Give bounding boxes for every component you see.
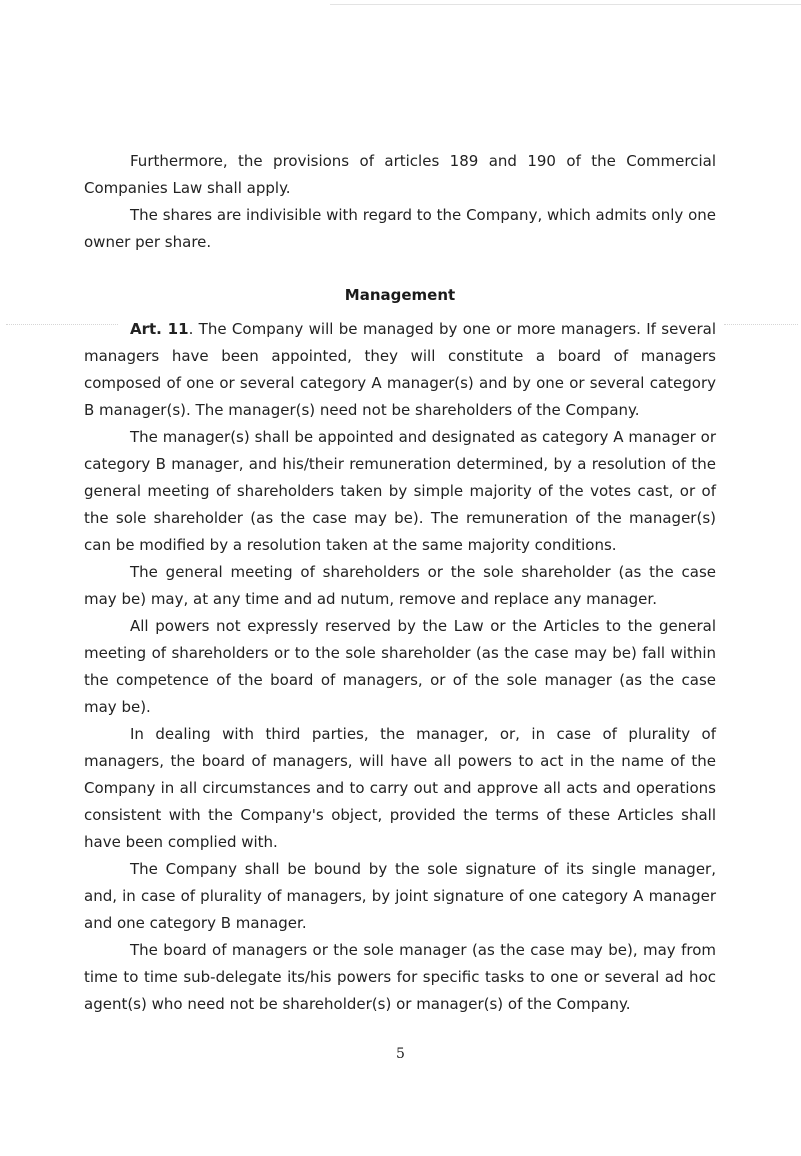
page-number: 5 <box>396 1046 405 1062</box>
article-label: Art. 11 <box>130 320 189 338</box>
paragraph-manager-appointment: The manager(s) shall be appointed and designated as category A manager or category B manager, and his/their remuneration determined, by a resolution of the general meeting of shareholders taken by simple majority of the votes cast, or of the sole shareholder (as the case may be). The remuneration of the manager(s) can be modified by a resolution taken at the same majority conditions. <box>84 428 716 554</box>
article-text: . The Company will be managed by one or more managers. If several managers have been appointed, they will constitute a board of managers composed of one or several category A manager(s) and by one or several category B manager(s). The manager(s) need not be shareholders of the Company. <box>84 320 716 419</box>
paragraph-shares-indivisible: The shares are indivisible with regard to the Company, which admits only one owner per share. <box>84 206 716 251</box>
paragraph-sub-delegation: The board of managers or the sole manager (as the case may be), may from time to time sub-delegate its/his powers for specific tasks to one or several ad hoc agent(s) who need not be shareholder(s) or manager(s) of the Company. <box>84 941 716 1013</box>
document-body <box>84 148 716 1018</box>
paragraph-board-powers: All powers not expressly reserved by the Law or the Articles to the general meeting of shareholders or to the sole shareholder (as the case may be) fall within the competence of the board of managers, or of the sole manager (as the case may be). <box>84 617 716 716</box>
paragraph-article-11 <box>84 316 716 424</box>
paragraph-commercial-law: Furthermore, the provisions of articles 189 and 190 of the Commercial Companies Law shall apply. <box>84 152 716 197</box>
top-scan-line <box>330 4 801 5</box>
right-margin-mark <box>724 324 798 325</box>
paragraph-third-parties: In dealing with third parties, the manager, or, in case of plurality of managers, the board of managers, will have all powers to act in the name of the Company in all circumstances and to carry out and approve all acts and operations consistent with the Company's object, provided the terms of these Articles shall have been complied with. <box>84 725 716 851</box>
paragraph-manager-removal: The general meeting of shareholders or the sole shareholder (as the case may be) may, at any time and ad nutum, remove and replace any manager. <box>84 563 716 608</box>
section-heading: Management <box>344 286 456 304</box>
paragraph-signature: The Company shall be bound by the sole signature of its single manager, and, in case of plurality of managers, by joint signature of one category A manager and one category B manager. <box>84 860 716 932</box>
